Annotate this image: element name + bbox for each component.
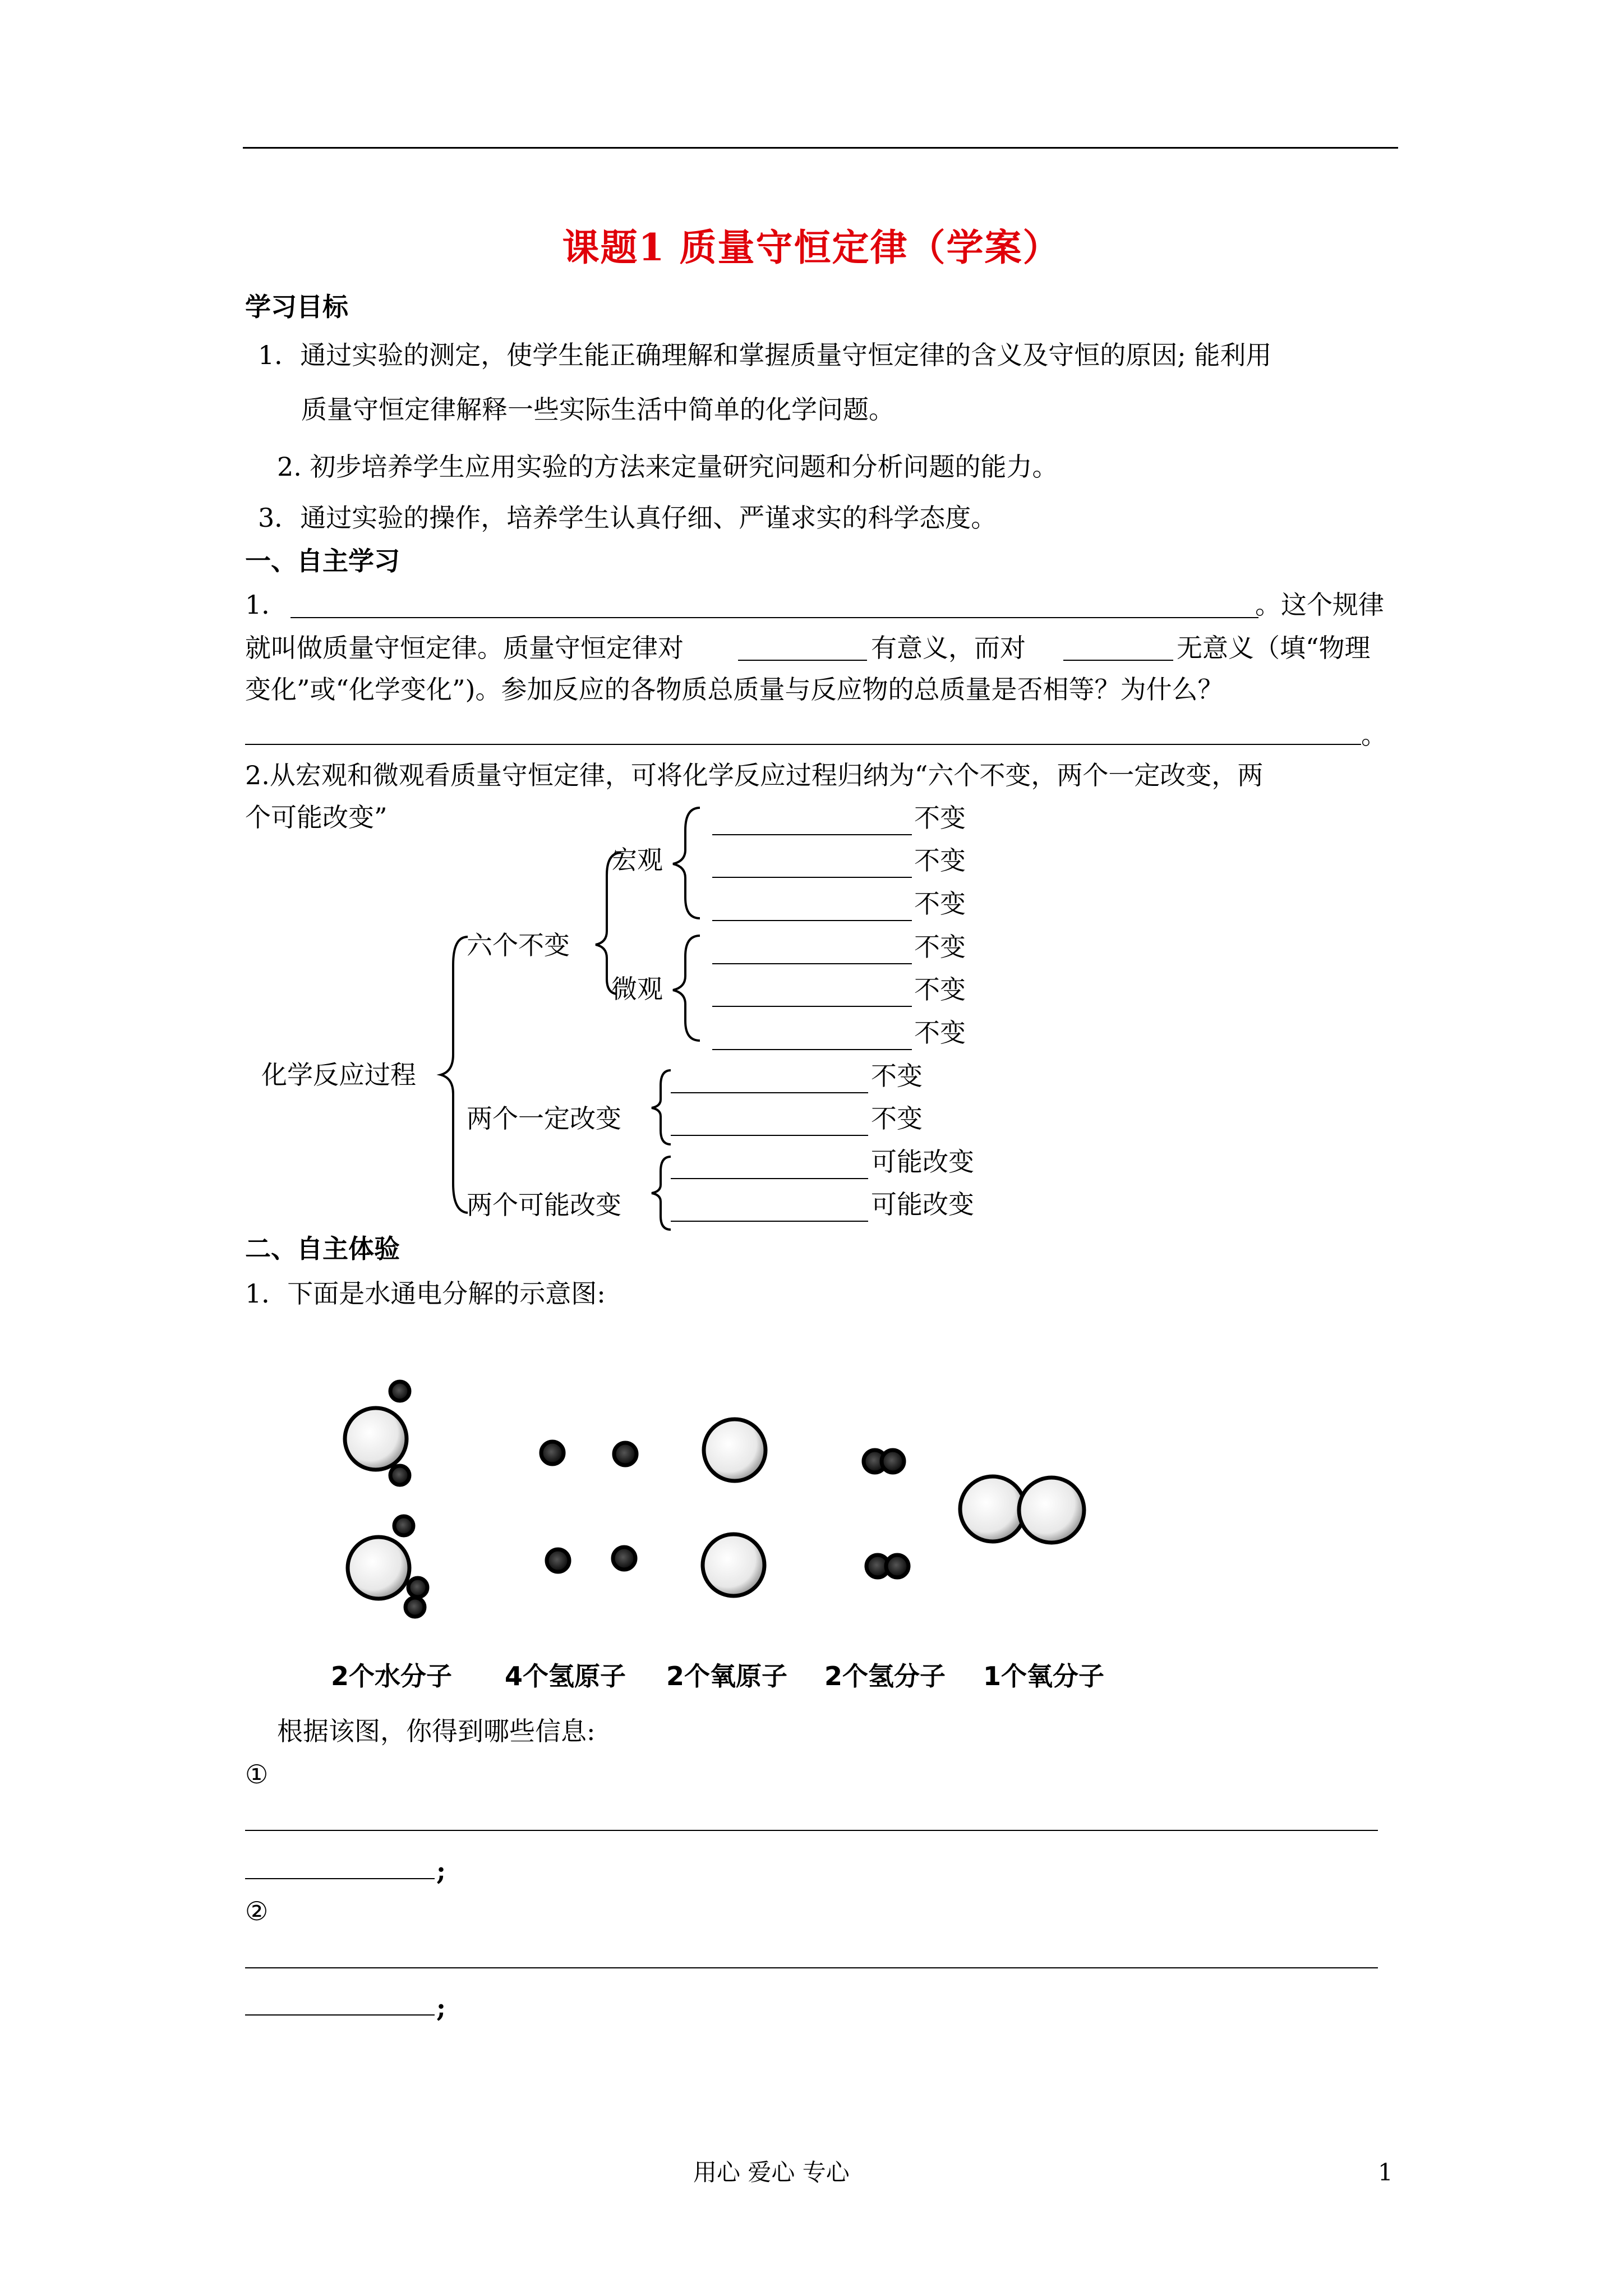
goal-2: 2. 初步培养学生应用实验的方法来定量研究问题和分析问题的能力。 bbox=[277, 452, 1058, 482]
tree-six-unchanged: 六个不变 bbox=[467, 930, 570, 960]
goal-3: 3．通过实验的操作，培养学生认真仔细、严谨求实的科学态度。 bbox=[258, 503, 997, 533]
answer-2-marker: ② bbox=[245, 1896, 269, 1926]
tree-two-must-change: 两个一定改变 bbox=[467, 1103, 621, 1134]
caption-hydrogen-molecules: 2个氢分子 bbox=[824, 1661, 946, 1691]
oxygen-atom-1 bbox=[704, 1419, 766, 1481]
must-blank-2[interactable] bbox=[671, 1135, 868, 1136]
q1-end: 。 bbox=[1361, 720, 1387, 750]
tree-two-may-change: 两个可能改变 bbox=[467, 1190, 621, 1220]
electrolysis-figure bbox=[314, 1358, 1144, 1694]
section2-prompt: 根据该图，你得到哪些信息: bbox=[277, 1716, 596, 1746]
section2-q1: 1．下面是水通电分解的示意图: bbox=[245, 1278, 606, 1309]
tree-root: 化学反应过程 bbox=[261, 1060, 416, 1090]
micro-blank-1[interactable] bbox=[712, 963, 912, 964]
oxygen-molecule bbox=[960, 1476, 1084, 1543]
caption-water-molecules: 2个水分子 bbox=[331, 1661, 453, 1691]
section1-heading: 一、自主学习 bbox=[245, 546, 400, 576]
macro-unchanged-1: 不变 bbox=[914, 803, 966, 833]
q1-line2-c: 无意义（填“物理 bbox=[1177, 633, 1371, 663]
page-title: 课题1 质量守恒定律（学案） bbox=[562, 226, 1061, 269]
footer-page-number: 1 bbox=[1378, 2159, 1393, 2186]
answer-1-line-1[interactable] bbox=[245, 1830, 1378, 1831]
goals-heading: 学习目标 bbox=[245, 292, 348, 322]
answer-1-line-2[interactable] bbox=[245, 1878, 435, 1879]
macro-blank-1[interactable] bbox=[712, 834, 912, 835]
goal-1-line-1: 1．通过实验的测定，使学生能正确理解和掌握质量守恒定律的含义及守恒的原因; 能利用 bbox=[258, 340, 1272, 370]
caption-hydrogen-atoms: 4个氢原子 bbox=[505, 1661, 626, 1691]
water-molecule-2 bbox=[348, 1516, 427, 1617]
macro-blank-2[interactable] bbox=[712, 877, 912, 878]
q1-line2-b: 有意义，而对 bbox=[871, 633, 1026, 663]
oxygen-atom-2 bbox=[703, 1534, 764, 1596]
tree-macro: 宏观 bbox=[611, 845, 663, 875]
goal-1-line-2: 质量守恒定律解释一些实际生活中简单的化学问题。 bbox=[301, 394, 895, 425]
caption-oxygen-molecule: 1个氧分子 bbox=[983, 1661, 1105, 1691]
caption-oxygen-atoms: 2个氧原子 bbox=[666, 1661, 788, 1691]
hydrogen-atom-3 bbox=[547, 1549, 569, 1572]
q1-line3: 变化”或“化学变化”)。参加反应的各物质总质量与反应物的总质量是否相等？为什么？ bbox=[245, 674, 1224, 705]
macro-unchanged-2: 不变 bbox=[914, 845, 966, 876]
must-unchanged-1: 不变 bbox=[871, 1061, 923, 1091]
micro-blank-2[interactable] bbox=[712, 1006, 912, 1007]
hydrogen-atom-1 bbox=[541, 1442, 564, 1464]
micro-unchanged-3: 不变 bbox=[914, 1018, 966, 1048]
q1-line2-a: 就叫做质量守恒定律。质量守恒定律对 bbox=[245, 633, 684, 663]
may-change-2: 可能改变 bbox=[871, 1189, 974, 1220]
micro-blank-3[interactable] bbox=[712, 1049, 912, 1050]
may-change-1: 可能改变 bbox=[871, 1147, 974, 1177]
answer-2-semicolon: ; bbox=[436, 1993, 446, 2023]
answer-1-marker: ① bbox=[245, 1759, 269, 1789]
must-blank-1[interactable] bbox=[671, 1092, 868, 1093]
answer-1-semicolon: ; bbox=[436, 1856, 446, 1886]
may-blank-2[interactable] bbox=[671, 1221, 868, 1222]
q2-line2: 个可能改变” bbox=[245, 802, 388, 832]
q1-suffix: 。这个规律 bbox=[1255, 590, 1384, 620]
micro-unchanged-2: 不变 bbox=[914, 974, 966, 1005]
macro-unchanged-3: 不变 bbox=[914, 889, 966, 919]
section2-heading: 二、自主体验 bbox=[245, 1234, 400, 1264]
hydrogen-molecule-2 bbox=[866, 1555, 909, 1577]
tree-micro: 微观 bbox=[611, 974, 663, 1004]
q1-number: 1． bbox=[245, 590, 288, 620]
hydrogen-atom-4 bbox=[613, 1547, 635, 1570]
q2-line1: 2.从宏观和微观看质量守恒定律，可将化学反应过程归纳为“六个不变，两个一定改变，两 bbox=[245, 760, 1264, 790]
answer-2-line-1[interactable] bbox=[245, 1967, 1378, 1968]
footer-motto: 用心 爱心 专心 bbox=[693, 2159, 850, 2186]
hydrogen-atom-2 bbox=[614, 1443, 637, 1465]
hydrogen-molecule-1 bbox=[864, 1450, 904, 1473]
must-unchanged-2: 不变 bbox=[871, 1103, 923, 1134]
water-molecule-1 bbox=[345, 1382, 409, 1485]
answer-2-line-2[interactable] bbox=[245, 2014, 435, 2016]
macro-blank-3[interactable] bbox=[712, 920, 912, 921]
may-blank-1[interactable] bbox=[671, 1178, 868, 1179]
micro-unchanged-1: 不变 bbox=[914, 932, 966, 962]
